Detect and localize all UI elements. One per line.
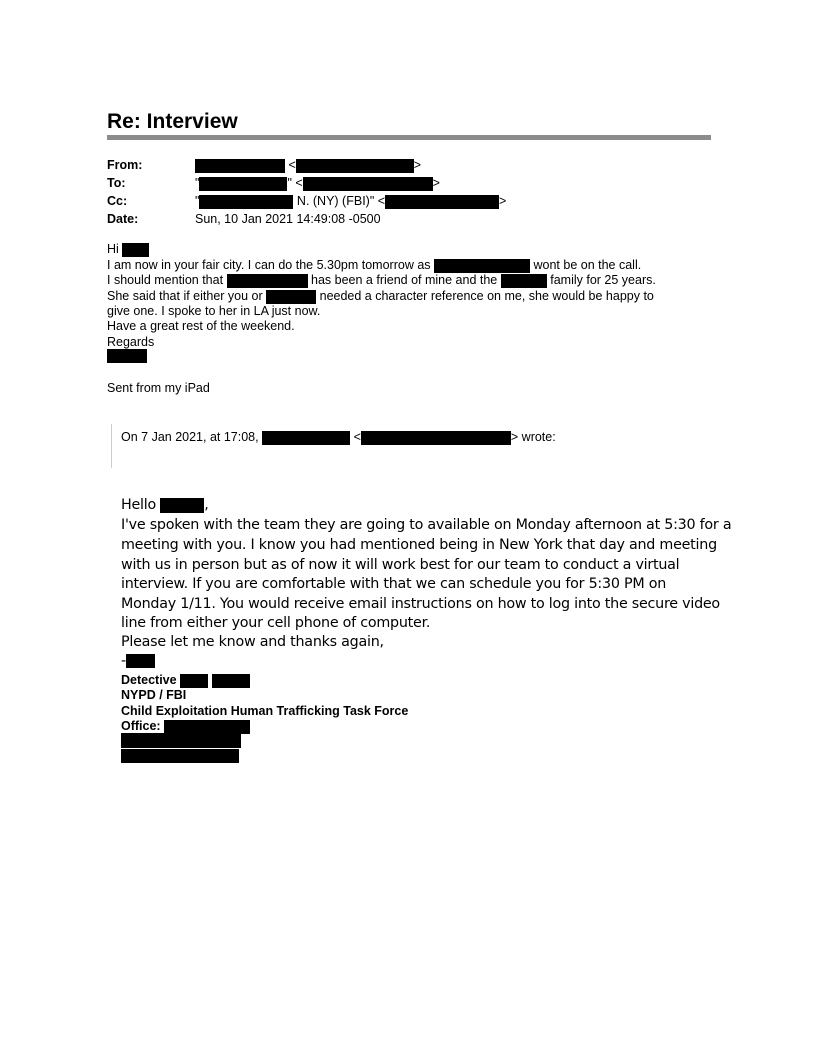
message-line (107, 257, 641, 273)
message-text: needed a character reference on me, she would be happy to (319, 289, 654, 303)
quoted-line: interview. If you are comfortable with that we can schedule you for 5:30 PM on (121, 576, 667, 592)
redaction (212, 674, 250, 688)
quoted-line: I've spoken with the team they are going to available on Monday afternoon at 5:30 for a (121, 517, 732, 533)
message-text: I should mention that (107, 273, 224, 287)
signature-text: Detective (121, 673, 177, 687)
signature-office (121, 718, 250, 734)
quoted-hello (121, 496, 209, 516)
to-quote: " (195, 176, 200, 190)
redaction (262, 431, 350, 445)
header-to-row (107, 175, 440, 191)
quoted-line: meeting with you. I know you had mentioned being in New York that day and meeting (121, 537, 717, 553)
signature-unit: Child Exploitation Human Trafficking Task Force (121, 704, 409, 718)
redaction (160, 498, 204, 513)
quoted-dash (121, 652, 155, 672)
redaction (385, 195, 499, 209)
message-line: give one. I spoke to her in LA just now. (107, 304, 321, 318)
cc-gt: > (499, 194, 507, 208)
header-date-row (107, 211, 381, 227)
message-line: Have a great rest of the weekend. (107, 319, 295, 333)
quoted-text: Hello (121, 497, 156, 513)
email-subject: Re: Interview (107, 110, 238, 133)
quote-intro-text: < (353, 430, 361, 444)
cc-mid: N. (NY) (FBI)" < (296, 194, 386, 208)
quoted-text: - (121, 653, 126, 669)
quote-intro-text: > wrote: (510, 430, 556, 444)
redaction (195, 159, 285, 173)
to-quote-lt: " < (287, 176, 303, 190)
redaction (199, 195, 293, 209)
message-greeting (107, 241, 149, 257)
message-line (107, 288, 654, 304)
redaction (303, 177, 433, 191)
quoted-line: with us in person but as of now it will work best for our team to conduct a virtual (121, 557, 680, 573)
quote-bar (111, 424, 112, 468)
message-text: I am now in your fair city. I can do the 5.30pm tomorrow as (107, 258, 431, 272)
redaction (121, 749, 239, 763)
redaction (296, 159, 414, 173)
greeting-text: Hi (107, 242, 119, 256)
message-text: wont be on the call. (533, 258, 642, 272)
redaction (227, 274, 308, 288)
from-lt: < (288, 158, 296, 172)
message-text: She said that if either you or (107, 289, 263, 303)
quote-intro-text: On 7 Jan 2021, at 17:08, (121, 430, 259, 444)
redaction (180, 674, 208, 688)
cc-quote: " (195, 194, 200, 208)
title-rule (107, 135, 711, 140)
to-label: To: (107, 176, 126, 190)
message-line (107, 272, 656, 288)
redaction (434, 259, 530, 273)
redaction (266, 290, 316, 304)
quoted-text: , (204, 497, 209, 513)
date-value: Sun, 10 Jan 2021 14:49:08 -0500 (195, 212, 381, 226)
signature-title (121, 672, 250, 688)
from-gt: > (413, 158, 422, 172)
redaction (107, 349, 147, 363)
quoted-line: line from either your cell phone of computer. (121, 615, 431, 631)
quoted-line: Please let me know and thanks again, (121, 634, 384, 650)
redaction (164, 720, 250, 734)
redaction (126, 654, 155, 668)
date-label: Date: (107, 212, 139, 226)
message-line: Regards (107, 335, 155, 349)
redaction (122, 243, 149, 257)
header-from-row (107, 157, 421, 173)
message-text: has been a friend of mine and the (311, 273, 498, 287)
signature-org: NYPD / FBI (121, 688, 187, 702)
redaction (121, 733, 241, 748)
signature-text: Office: (121, 719, 161, 733)
cc-label: Cc: (107, 194, 128, 208)
redaction (199, 177, 287, 191)
sent-from: Sent from my iPad (107, 381, 210, 395)
quote-intro (121, 429, 556, 445)
header-cc-row (107, 193, 506, 209)
message-text: family for 25 years. (550, 273, 656, 287)
quoted-line: Monday 1/11. You would receive email instructions on how to log into the secure video (121, 596, 720, 612)
to-gt: > (432, 176, 440, 190)
from-label: From: (107, 158, 143, 172)
redaction (501, 274, 547, 288)
redaction (361, 431, 511, 445)
